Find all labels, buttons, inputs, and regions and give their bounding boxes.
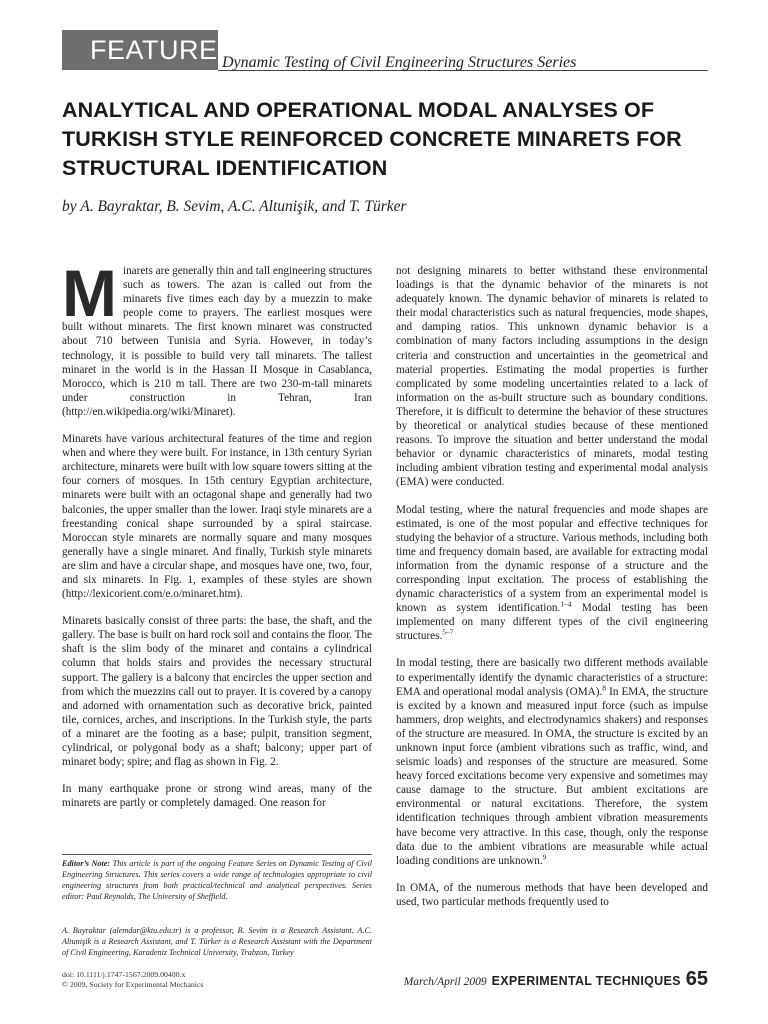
- byline: by A. Bayraktar, B. Sevim, A.C. Altunişik, and T. Türker: [62, 198, 407, 215]
- right-paragraph-1: not designing minarets to better withstand these environmental loadings is that the dynamic behavior of the minarets is not adequately known. The dynamic behavior of minarets is related to their modal characteristics such as natural frequencies, mode shapes, and damping ratios. This unknown dynamic behavior is a combination of many factors including assumptions in the design criteria and construction and uncertainties in the geometrical and material properties. Estimating the modal properties is further complicated by some modeling uncertainties related to a lack of information on the as-built structure such as boundary conditions. Therefore, it is difficult to determine the behavior of these structures by theoretical or analytical studies because of these mentioned reasons. To improve the situation and better understand the modal behavior or dynamic characteristics of minarets, modal testing including ambient vibration testing and experimental modal analysis (EMA) were conducted.: [396, 265, 708, 489]
- citation-ref: 9: [542, 852, 547, 862]
- left-paragraph-1: [62, 256, 372, 419]
- citation-ref: 1–4: [560, 599, 572, 609]
- right-paragraph-4: In OMA, of the numerous methods that have been developed and used, two particular methods frequently used to: [396, 881, 708, 908]
- page-footer: [404, 968, 708, 991]
- right-paragraph-2-text: Modal testing, where the natural frequencies and mode shapes are estimated, is one of the most popular and effective techniques for studying the behavior of a structure. Various methods, including both time and frequency domain based, are available for extracting modal information from the dynamic response of a structure and the corresponding input excitation. The process of establishing the dynamic characteristics of a system from an experimental model is known as system identification.: [396, 503, 708, 615]
- right-column: [396, 264, 708, 922]
- article-title: ANALYTICAL AND OPERATIONAL MODAL ANALYSES OF TURKISH STYLE REINFORCED CONCRETE MINARETS FOR STRUCTURAL IDENTIFICATION: [62, 98, 682, 180]
- doi-block: [62, 970, 372, 990]
- series-title: Dynamic Testing of Civil Engineering Structures Series: [222, 54, 577, 71]
- left-paragraph-1-text: inarets are generally thin and tall engineering structures such as towers. The azan is called out from the minarets five times each day by a muezzin to make people come to prayers. The earliest mosques were built without minarets. The first known minaret was constructed about 710 between Tunisia and Syria. However, in today’s technology, it is possible to build very tall minarets. The tallest minaret in the world is in the Hassan II Mosque in Casablanca, Morocco, which is 210 m tall. There are two 230-m-tall minarets under construction in Tehran, Iran (http://en.wikipedia.org/wiki/Minaret).: [62, 265, 372, 418]
- journal-name: EXPERIMENTAL TECHNIQUES: [491, 974, 681, 988]
- citation-ref: 8: [602, 682, 607, 692]
- copyright: © 2009, Society for Experimental Mechanics: [62, 980, 204, 989]
- feature-label: FEATURE: [62, 30, 218, 70]
- page-number: 65: [685, 968, 708, 990]
- left-column: [62, 256, 372, 823]
- right-paragraph-3-text-cont: In EMA, the structure is excited by a known and measured input force (such as impulse hammers, drop weights, and electrodynamics shakers) and responses of the structure are measured. In OMA, the structure is excited by an unknown input force (ambient vibrations such as traffic, wind, and seismic loads) and responses of the structure are measured. Some heavy forced excitations become very expensive and sometimes may cause damage to the structure. But ambient excitations are environmental or natural excitations. Therefore, the system identification techniques through ambient vibration measurements have become very attractive. In this case, though, only the response data due to the ambient vibrations are measurable while actual loading conditions are unknown.: [396, 685, 708, 867]
- editors-note: [62, 858, 372, 902]
- citation-ref: 5–7: [442, 627, 454, 637]
- editors-note-label: Editor’s Note:: [62, 859, 111, 868]
- right-paragraph-3: [396, 656, 708, 867]
- doi: doi: 10.1111/j.1747-1567.2009.00400.x: [62, 970, 186, 979]
- left-paragraph-2: Minarets have various architectural features of the time and region when and where they were built. For instance, in 13th century Syrian architecture, minarets were built with low square towers sitting at the four corners of mosques. In 15th century Egyptian architecture, minarets were built with an octagonal shape and generally had two balconies, the upper smaller than the lower. Iraqi style minarets are a freestanding conical shape surrounded by a spiral staircase. Moroccan style minarets are normally square and many mosques generally have a single minaret. And finally, Turkish style minarets are slim and have a circular shape, and mosques have one, two, four, and six minarets. In Fig. 1, examples of these styles are shown (http://lexicorient.com/e.o/minaret.htm).: [62, 433, 372, 601]
- footnote-rule: [62, 854, 372, 855]
- right-paragraph-2-text-cont: Modal testing has been implemented on many different types of the civil engineering structures.: [396, 602, 708, 643]
- left-paragraph-3: Minarets basically consist of three parts: the base, the shaft, and the gallery. The base is built on hard rock soil and contains the floor. The shaft is the slim body of the minaret and contains a cylindrical column that holds stairs and provides the necessary structural support. The gallery is a balcony that encircles the upper section and from which the muezzins call out to prayer. It is covered by a canopy and adorned with ornamentation such as decorative brick, painted tile, cornices, arches, and inscriptions. In the Turkish style, the parts of a minaret are the footing as a base; pulpit, transition segment, cylindrical, or polygonal body as a shaft; balcony; upper part of minaret body; spire; and flag as shown in Fig. 2.: [62, 615, 372, 769]
- right-paragraph-3-text: In modal testing, there are basically two different methods available to experimentally identify the dynamic characteristics of a structure: EMA and operational modal analysis (OMA).: [396, 657, 708, 698]
- left-paragraph-4: In many earthquake prone or strong wind areas, many of the minarets are partly or completely damaged. One reason for: [62, 783, 372, 810]
- right-paragraph-2: [396, 503, 708, 644]
- editors-note-text: This article is part of the ongoing Feature Series on Dynamic Testing of Civil Engineering Structures. This series covers a wide range of technologies appropriate to civil engineering structures from both practical/technical and analytical perspectives. Series editor: Paul Reynolds, The University of Sheffield.: [62, 859, 372, 901]
- issue-date: March/April 2009: [403, 976, 487, 988]
- author-affiliations: A. Bayraktar (alemdar@ktu.edu.tr) is a professor, B. Sevim is a Research Assistant, A.C. Altunişik is a Research Assistant, and T. Türker is a Research Assistant with the Department of Civil Engineering, Karadeniz Technical University, Trabzon, Turkey: [62, 926, 372, 957]
- drop-cap: M: [62, 256, 117, 330]
